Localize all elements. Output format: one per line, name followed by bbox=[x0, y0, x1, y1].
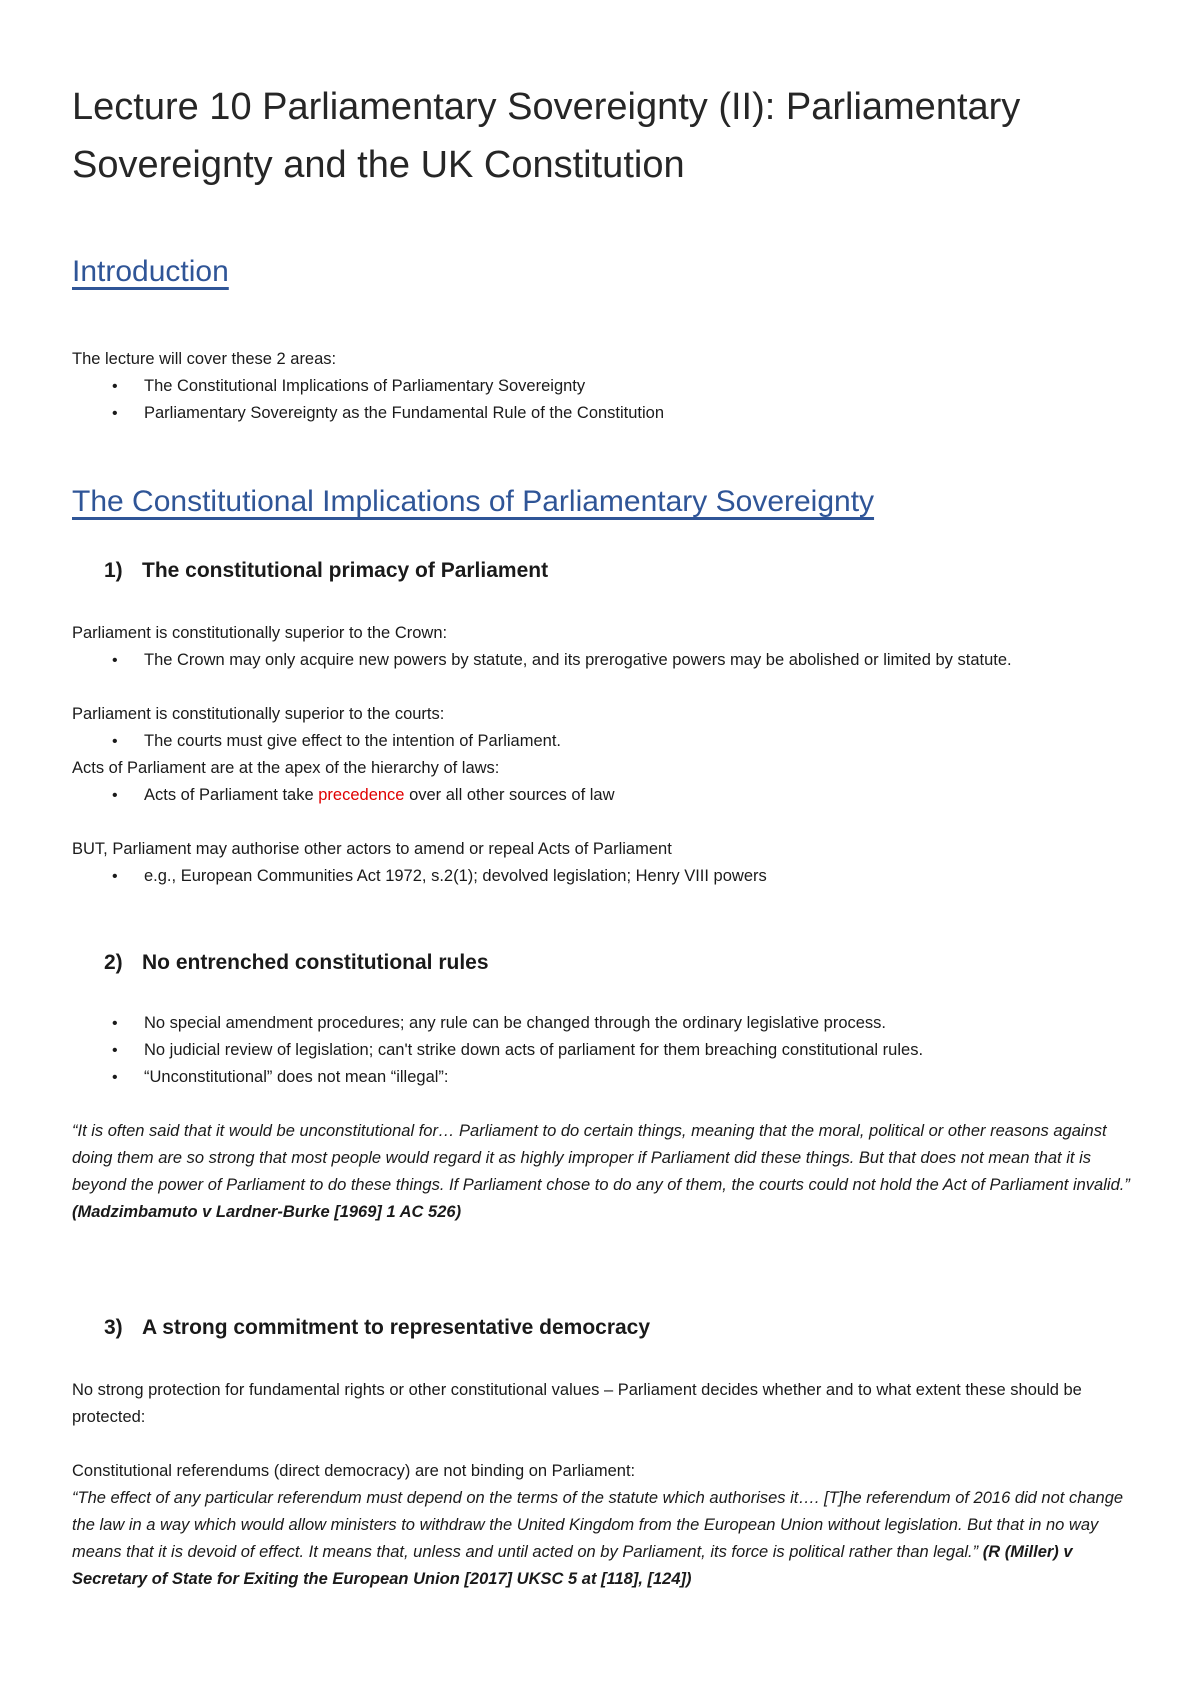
bullet-icon: • bbox=[112, 1015, 118, 1032]
list-item: • Parliamentary Sovereignty as the Fundamental Rule of the Constitution bbox=[72, 400, 1132, 427]
bullet-icon: • bbox=[112, 652, 118, 669]
bullet-icon: • bbox=[112, 787, 118, 804]
list-item: • e.g., European Communities Act 1972, s.2(1); devolved legislation; Henry VIII powers bbox=[72, 863, 1132, 890]
list-item: • Acts of Parliament take precedence over all other sources of law bbox=[72, 782, 1132, 809]
list-item: • No judicial review of legislation; can't strike down acts of parliament for them breaching constitutional rules. bbox=[72, 1037, 1132, 1064]
list-item: • The courts must give effect to the intention of Parliament. bbox=[72, 728, 1132, 755]
bullet-icon: • bbox=[112, 733, 118, 750]
case-citation: (R (Miller) v Secretary of State for Exiting the European Union [2017] UKSC 5 at [118], [124]) bbox=[72, 1543, 1073, 1588]
bullet-icon: • bbox=[112, 868, 118, 885]
primacy-courts: Parliament is constitutionally superior to the courts: bbox=[72, 705, 445, 723]
entrenched-list bbox=[72, 1010, 1132, 1091]
list-item: • “Unconstitutional” does not mean “illegal”: bbox=[72, 1064, 1132, 1091]
list-item: • The Crown may only acquire new powers by statute, and its prerogative powers may be abolished or limited by statute. bbox=[72, 647, 1132, 674]
case-citation: (Madzimbamuto v Lardner-Burke [1969] 1 AC 526) bbox=[72, 1203, 462, 1221]
madzimbamuto-quote: “It is often said that it would be unconstitutional for… Parliament to do certain things, meaning that the moral, political or other reasons against doing them are so strong that most people would regard it as highly improper if Parliament did these things. But that does not mean that it is beyond the power of Parliament to do these things. If Parliament chose to do any of them, the courts could not hold the Act of Parliament invalid.” (Madzimbamuto v Lardner-Burke [1969] 1 AC 526) bbox=[72, 1122, 1130, 1221]
heading-constitutional-implications: The Constitutional Implications of Parliamentary Sovereignty bbox=[72, 485, 875, 518]
list-item: • The Constitutional Implications of Parliamentary Sovereignty bbox=[72, 373, 1132, 400]
subheading-primacy: 1) The constitutional primacy of Parliament bbox=[104, 559, 549, 582]
primacy-crown-list bbox=[72, 647, 1132, 674]
highlight-precedence: precedence bbox=[318, 786, 405, 804]
bullet-icon: • bbox=[112, 378, 118, 395]
primacy-but: BUT, Parliament may authorise other actors to amend or repeal Acts of Parliament bbox=[72, 840, 672, 858]
page-title: Lecture 10 Parliamentary Sovereignty (II): Parliamentary Sovereignty and the UK Constitution bbox=[72, 86, 1021, 186]
list-item: • No special amendment procedures; any rule can be changed through the ordinary legislative process. bbox=[72, 1010, 1132, 1037]
primacy-but-list bbox=[72, 863, 1132, 890]
primacy-courts-list bbox=[72, 728, 1132, 755]
heading-introduction: Introduction bbox=[72, 255, 229, 288]
democracy-referendums: Constitutional referendums (direct democracy) are not binding on Parliament: bbox=[72, 1462, 636, 1480]
primacy-apex-list bbox=[72, 782, 1132, 809]
subheading-democracy: 3) A strong commitment to representative democracy bbox=[104, 1316, 651, 1339]
primacy-crown: Parliament is constitutionally superior to the Crown: bbox=[72, 624, 448, 642]
miller-quote: “The effect of any particular referendum must depend on the terms of the statute which authorises it…. [T]he referendum of 2016 did not change the law in a way which would allow ministers to withdraw the United Kingdom from the European Union without legislation. But that in no way means that it is devoid of effect. It means that, unless and until acted on by Parliament, its force is political rather than legal.” (R (Miller) v Secretary of State for Exiting the European Union [2017] UKSC 5 at [118], [124]) bbox=[72, 1489, 1124, 1588]
intro-list bbox=[72, 373, 1132, 427]
bullet-icon: • bbox=[112, 1042, 118, 1059]
primacy-apex: Acts of Parliament are at the apex of the hierarchy of laws: bbox=[72, 759, 500, 777]
intro-lead: The lecture will cover these 2 areas: bbox=[72, 350, 337, 368]
bullet-icon: • bbox=[112, 405, 118, 422]
bullet-icon: • bbox=[112, 1069, 118, 1086]
democracy-rights: No strong protection for fundamental rights or other constitutional values – Parliament decides whether and to what extent these should be protected: bbox=[72, 1381, 1082, 1426]
subheading-entrenched: 2) No entrenched constitutional rules bbox=[104, 951, 489, 974]
